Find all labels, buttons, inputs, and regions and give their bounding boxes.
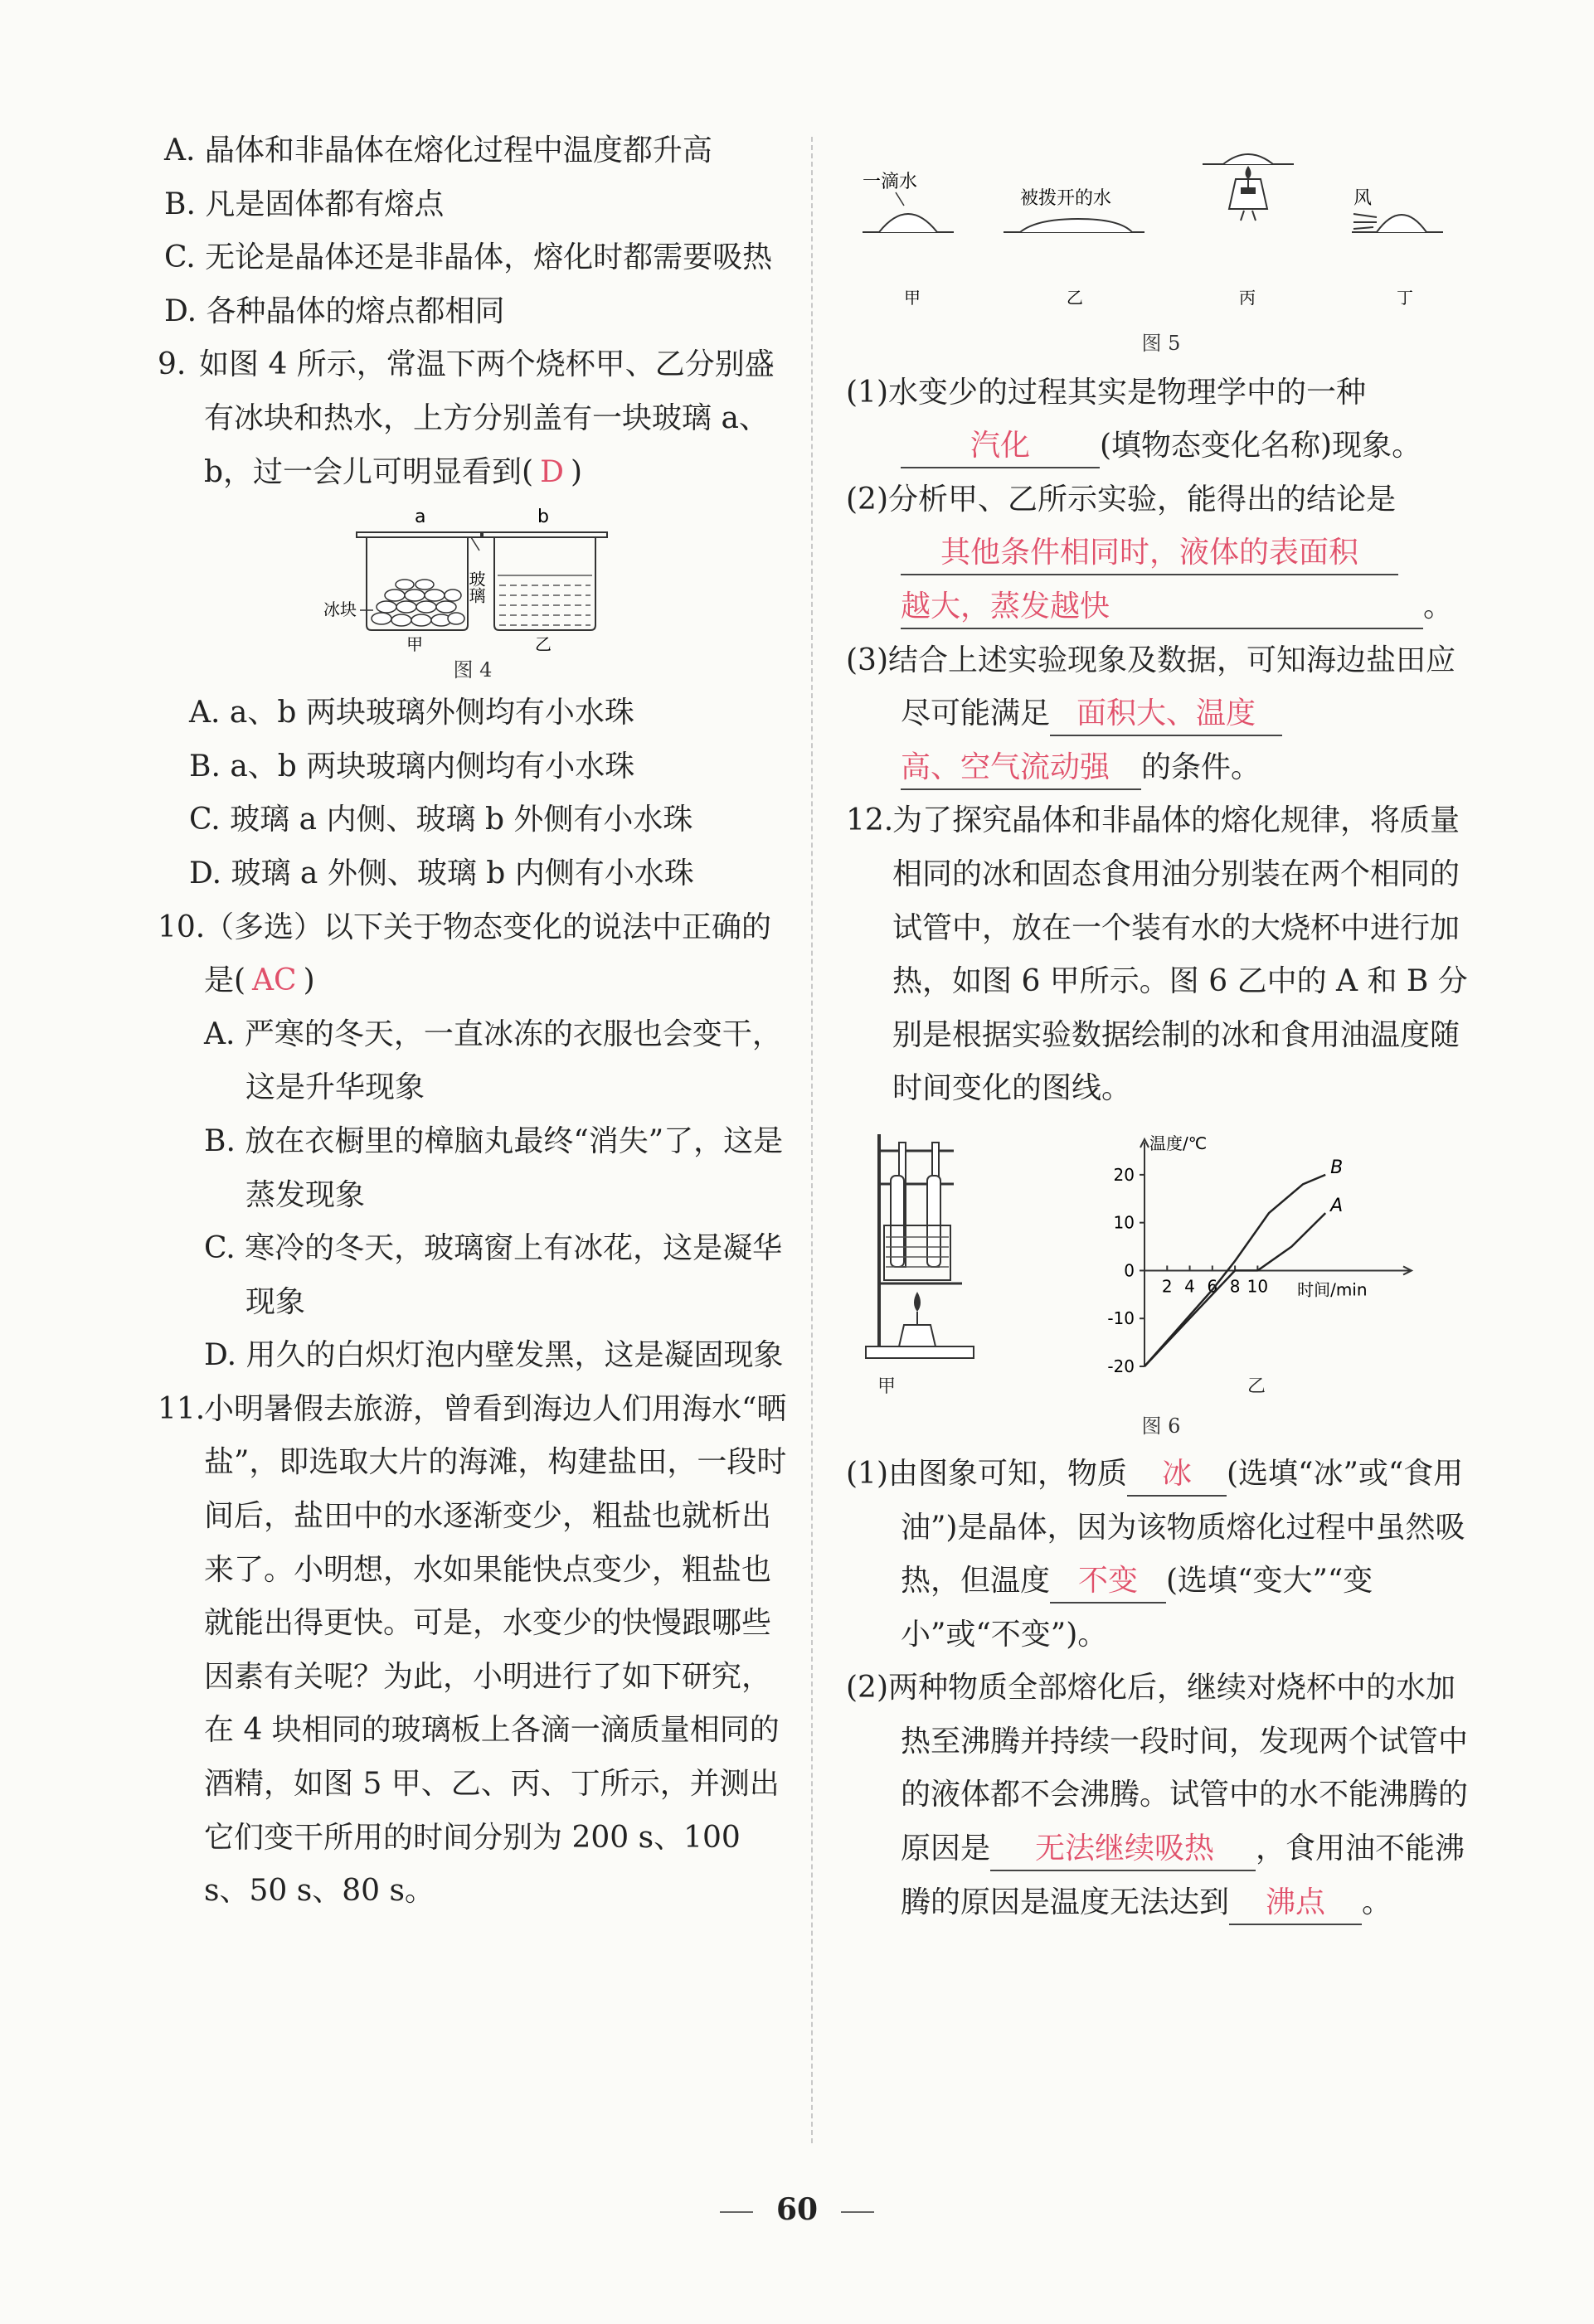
figure-4-caption: 图 4 bbox=[453, 658, 493, 682]
fig4-glass-label: 玻璃 bbox=[466, 570, 486, 604]
fig4-label-b: b bbox=[537, 507, 549, 528]
page-number-value: 60 bbox=[775, 2192, 819, 2227]
fig5-drop-label: 一滴水 bbox=[863, 172, 918, 192]
q11-p1-post: (填物态变化名称)现象。 bbox=[1100, 429, 1422, 463]
q9-answer: D bbox=[540, 454, 564, 489]
drop-ding bbox=[1377, 215, 1426, 232]
y-tick-label: 20 bbox=[1113, 1164, 1135, 1185]
series-label-B: B bbox=[1330, 1157, 1344, 1178]
q11-number: 11. bbox=[158, 1391, 206, 1426]
x-axis-label: 时间/min bbox=[1297, 1279, 1368, 1300]
q9-close-paren: ) bbox=[570, 454, 583, 489]
q12-p2-answer1b: 法继续吸热 bbox=[1065, 1828, 1256, 1871]
q11-p3-text: (3)结合上述实验现象及数据，可知海边盐田应尽可能满足 bbox=[846, 643, 1455, 731]
figure-6 bbox=[846, 1126, 1476, 1400]
fig4-ice-label: 冰块 bbox=[323, 599, 357, 620]
fig5-jia: 甲 bbox=[904, 288, 921, 308]
q8-option-a: A. 晶体和非晶体在熔化过程中温度都升高 bbox=[164, 133, 712, 167]
page-number-dash-left bbox=[720, 2211, 753, 2213]
q12-p2-post: 。 bbox=[1362, 1885, 1392, 1919]
q9-option-b: B. a、b 两块玻璃内侧均有小水珠 bbox=[189, 749, 635, 784]
figure-5-caption: 图 5 bbox=[1141, 331, 1181, 355]
figure-6-chart bbox=[1095, 1126, 1443, 1391]
x-tick-label: 4 bbox=[1184, 1276, 1195, 1297]
q11-part1 bbox=[846, 366, 1476, 473]
q11-text: 小明暑假去旅游，曾看到海边人们用海水“晒盐”，即选取大片的海滩，构建盐田，一段时间后，盐田中的水逐渐变少，粗盐也就析出来了。小明想，水如果能快点变少，粗盐也就能出得更快。可是，水变少的快慢跟哪些因素有关呢？为此，小明进行了如下研究，在 4 块相同的玻璃板上各滴一滴质量相同的酒精，如图 5 甲、乙、丙、丁所示，并测出它们变干所用的时间分别为 200 s、100 s、50 s、80 s。 bbox=[204, 1391, 787, 1909]
q12-p1-text: (1)由图象可知，物质 bbox=[846, 1456, 1127, 1491]
left-column bbox=[158, 124, 788, 1919]
x-tick-label: 2 bbox=[1161, 1276, 1173, 1297]
fig5-bing: 丙 bbox=[1239, 288, 1256, 308]
ice-cubes bbox=[372, 580, 464, 626]
q10-option-c: C. 寒冷的冬天，玻璃窗上有冰花，这是凝华现象 bbox=[204, 1231, 783, 1319]
figure-6-jia-label: 甲 bbox=[877, 1375, 897, 1397]
fig4-label-a: a bbox=[415, 507, 426, 528]
q10-close-paren: ) bbox=[303, 963, 315, 998]
q10-answer: AC bbox=[252, 963, 297, 998]
q12-p2-mid: ，食用油不能沸腾的原因是温度无法达到 bbox=[901, 1832, 1465, 1919]
q12-p1-answer2: 不变 bbox=[1050, 1560, 1166, 1604]
q11-p1-text: (1)水变少的过程其实是物理学中的一种 bbox=[846, 375, 1366, 410]
fig5-wind-label: 风 bbox=[1353, 188, 1373, 209]
q12-text: 为了探究晶体和非晶体的熔化规律，将质量相同的冰和固态食用油分别装在两个相同的试管中，放在一个装有水的大烧杯中进行加热，如图 6 甲所示。图 6 乙中的 A 和 B 分别是根据实验数据绘制的冰和食用油温度随时间变化的图线。 bbox=[892, 803, 1468, 1106]
y-tick-label: 10 bbox=[1113, 1212, 1135, 1233]
q9-number: 9. bbox=[158, 347, 187, 382]
q10-number: 10. bbox=[158, 910, 206, 944]
x-tick-label: 8 bbox=[1229, 1276, 1241, 1297]
q10-text: （多选）以下关于物态变化的说法中正确的是( bbox=[204, 910, 772, 998]
q11-p2-answer-line2: 越大，蒸发越快 bbox=[901, 586, 1423, 629]
q9-option-c: C. 玻璃 a 内侧、玻璃 b 外侧有小水珠 bbox=[189, 803, 693, 837]
fig5-spread-label: 被拨开的水 bbox=[1020, 188, 1112, 209]
q12-part1 bbox=[846, 1448, 1476, 1662]
q9-option-a: A. a、b 两块玻璃外侧均有小水珠 bbox=[189, 696, 634, 730]
q11-p3-post: 的条件。 bbox=[1141, 750, 1261, 784]
q12-p2-answer1: 无 bbox=[990, 1828, 1065, 1871]
series-label-A: A bbox=[1330, 1196, 1344, 1217]
right-column bbox=[846, 146, 1476, 1929]
q10-stem bbox=[158, 901, 788, 1008]
q10-option-b: B. 放在衣橱里的樟脑丸最终“消失”了，这是蒸发现象 bbox=[204, 1123, 784, 1212]
fig4-jia-label: 甲 bbox=[406, 634, 423, 654]
q8-option-c: C. 无论是晶体还是非晶体，熔化时都需要吸热 bbox=[164, 240, 773, 275]
q9-text: 如图 4 所示，常温下两个烧杯甲、乙分别盛有冰块和热水，上方分别盖有一块玻璃 a、b，过一会儿可明显看到( bbox=[199, 347, 775, 489]
q12-number: 12. bbox=[846, 803, 894, 838]
q12-p2-answer2: 沸点 bbox=[1229, 1882, 1362, 1925]
q11-p2-text: (2)分析甲、乙所示实验，能得出的结论是 bbox=[846, 482, 1396, 517]
hot-water bbox=[498, 575, 592, 625]
y-tick-label: -20 bbox=[1107, 1356, 1135, 1376]
q11-p3-answer-line1: 面积大、温度 bbox=[1050, 693, 1282, 736]
q10-option-a: A. 严寒的冬天，一直冰冻的衣服也会变干，这是升华现象 bbox=[204, 1016, 782, 1105]
q12-p2-text: (2)两种物质全部熔化后，继续对烧杯中的水加热至沸腾并持续一段时间，发现两个试管中的液体都不会沸腾。试管中的水不能沸腾的原因是 bbox=[846, 1671, 1469, 1866]
q12-part2 bbox=[846, 1662, 1476, 1929]
q12-p1-answer: 冰 bbox=[1127, 1453, 1227, 1497]
q12-stem bbox=[813, 794, 1476, 1116]
figure-6-caption: 图 6 bbox=[1141, 1414, 1181, 1438]
drop-jia bbox=[879, 214, 937, 232]
q11-part3 bbox=[846, 634, 1476, 795]
fig4-yi-label: 乙 bbox=[535, 634, 552, 654]
q10-option-d: D. 用久的白炽灯泡内壁发黑，这是凝固现象 bbox=[204, 1338, 784, 1373]
y-tick-label: -10 bbox=[1107, 1308, 1135, 1329]
q11-p2-post: 。 bbox=[1423, 589, 1454, 623]
beaker-yi bbox=[494, 537, 595, 630]
q8-option-b: B. 凡是固体都有熔点 bbox=[164, 187, 445, 221]
drop-yi bbox=[1020, 219, 1132, 232]
page-number bbox=[0, 2192, 1594, 2227]
q12-p1-mid: (选填“冰”或“食用油”)是晶体，因为该物质熔化过程中虽然吸热，但温度 bbox=[901, 1456, 1465, 1599]
x-tick-label: 6 bbox=[1207, 1276, 1218, 1297]
q11-stem bbox=[158, 1383, 788, 1919]
x-tick-label: 10 bbox=[1247, 1276, 1269, 1297]
page-number-dash-right bbox=[841, 2211, 874, 2213]
figure-6-apparatus bbox=[863, 1126, 987, 1391]
figure-4-beakers bbox=[323, 504, 622, 653]
figure-5-drops bbox=[846, 146, 1476, 312]
q11-p3-answer-line2: 高、空气流动强 bbox=[901, 747, 1141, 790]
q9-stem bbox=[158, 338, 788, 499]
q12-p1-post: (选填“变大”“变小”或“不变”)。 bbox=[901, 1564, 1373, 1652]
q11-p2-answer-line1: 其他条件相同时，液体的表面积 bbox=[901, 532, 1398, 575]
fig5-yi: 乙 bbox=[1067, 288, 1083, 308]
q9-option-d: D. 玻璃 a 外侧、玻璃 b 内侧有小水珠 bbox=[189, 856, 694, 890]
q11-part2 bbox=[846, 473, 1476, 634]
figure-6-yi-label: 乙 bbox=[1247, 1375, 1266, 1397]
y-tick-label: 0 bbox=[1124, 1260, 1135, 1281]
fig5-ding: 丁 bbox=[1397, 288, 1413, 308]
q8-option-d: D. 各种晶体的熔点都相同 bbox=[164, 294, 505, 328]
q11-p1-answer: 汽化 bbox=[901, 425, 1100, 468]
y-axis-label: 温度/℃ bbox=[1149, 1133, 1208, 1153]
column-divider bbox=[811, 137, 813, 2143]
